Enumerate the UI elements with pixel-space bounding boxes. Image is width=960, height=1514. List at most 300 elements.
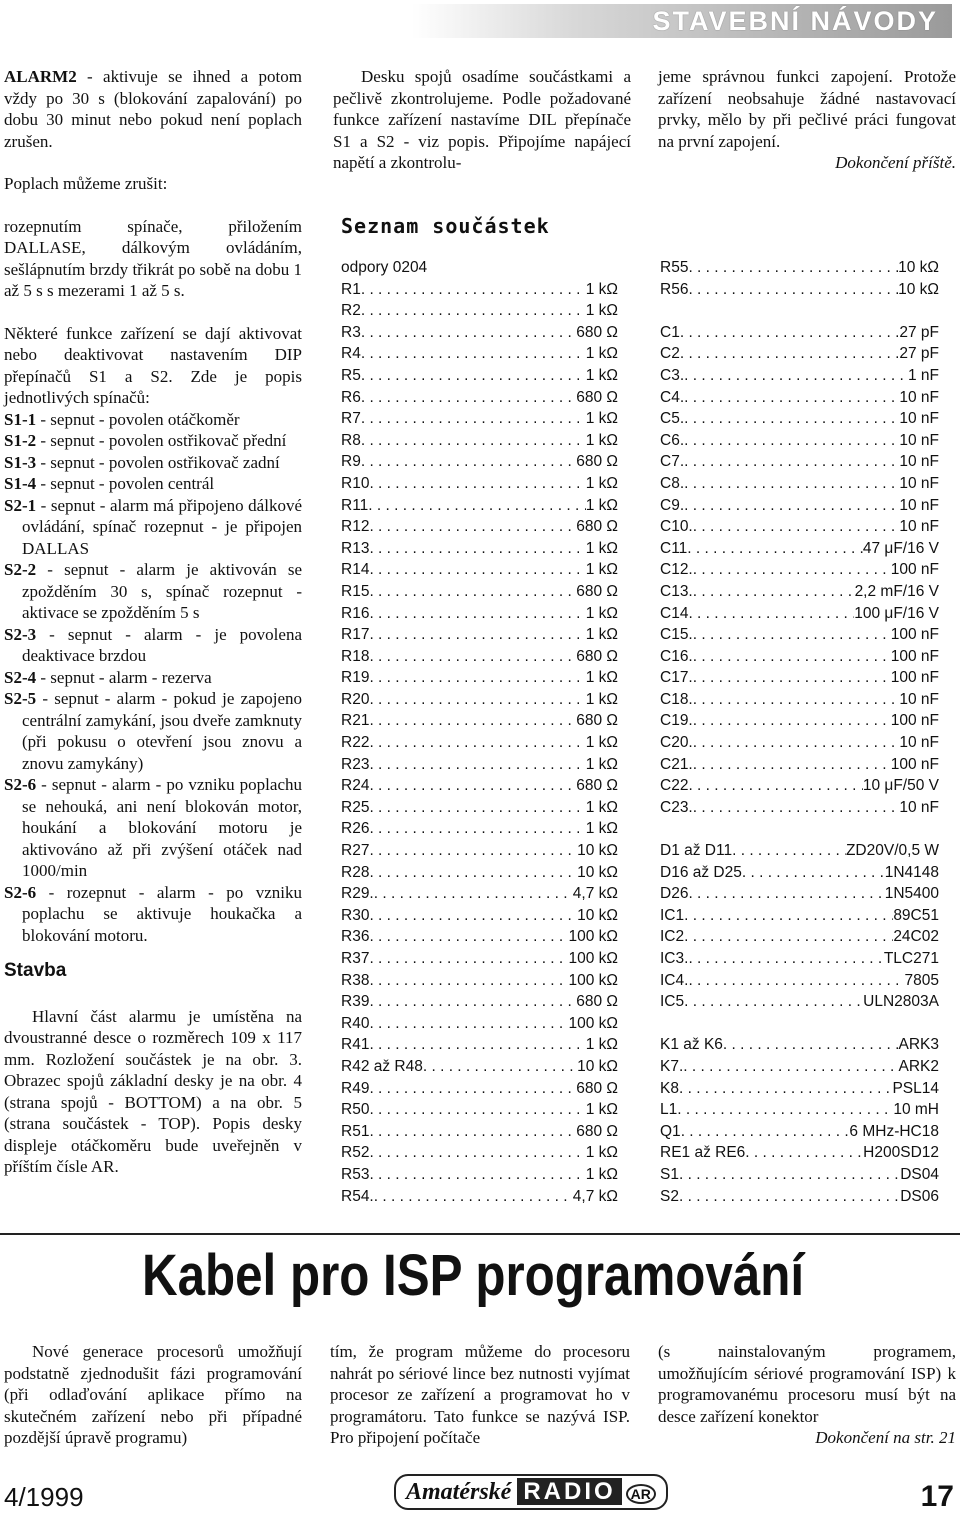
part-value: 24C02 (893, 928, 939, 946)
leader-dots (369, 732, 585, 754)
part-designator: C21. (660, 755, 693, 773)
part-value: 100 kΩ (568, 1014, 618, 1032)
part-value: 27 pF (899, 345, 939, 363)
part-designator: R37 (341, 950, 370, 967)
part-row (341, 430, 618, 452)
part-value: 680 Ω (576, 582, 618, 600)
part-row (660, 840, 939, 862)
part-row (660, 732, 939, 754)
part-designator: R54. (341, 1187, 374, 1205)
switch-item (4, 559, 302, 624)
part-designator: C5. (660, 410, 685, 428)
leader-dots (361, 430, 586, 452)
part-value: 2,2 mF/16 V (854, 582, 939, 600)
part-value: 1 kΩ (585, 345, 618, 363)
part-value: 7805 (904, 971, 939, 989)
switch-id: S1-3 (4, 452, 37, 472)
part-value: 1 kΩ (585, 280, 618, 298)
part-row (660, 1121, 939, 1143)
part-row (660, 646, 939, 668)
parts-left (341, 257, 618, 1207)
switch-description: - sepnut - alarm je aktivován se zpožděním 30 s, spínač rozepnut - aktivace se zpožděním 5 s (22, 560, 302, 622)
leader-dots (369, 516, 576, 538)
part-value: 10 nF (899, 798, 939, 816)
part-row (341, 948, 618, 970)
part-row (341, 1013, 618, 1035)
part-value: ZD20V/0,5 W (845, 842, 939, 860)
part-value: 1 kΩ (585, 734, 618, 752)
part-row (660, 559, 939, 581)
part-row (341, 451, 618, 473)
part-designator: C7. (660, 453, 685, 471)
leader-dots (688, 257, 898, 279)
leader-dots (684, 430, 899, 452)
switch-description: - sepnut - alarm - pokud je zapojeno centrální zamykání, jsou dveře zamknuty (při pokusu o otevření jsou znovu a znovu zamykány) (22, 689, 302, 773)
part-designator: R50 (341, 1101, 370, 1119)
part-designator: C4. (660, 388, 685, 406)
part-designator: D26 (660, 885, 689, 903)
part-designator: C3. (660, 366, 685, 384)
part-row (341, 1078, 618, 1100)
leader-dots (688, 775, 862, 797)
part-value: 680 Ω (576, 712, 618, 730)
section-banner (412, 4, 952, 38)
part-row (660, 710, 939, 732)
part-value: 100 nF (890, 626, 939, 644)
group-spacer (660, 300, 939, 322)
leader-dots (684, 905, 893, 927)
part-value: 1 kΩ (585, 1144, 618, 1162)
switch-item (4, 430, 302, 452)
part-designator: K7. (660, 1057, 684, 1075)
switch-item (4, 409, 302, 431)
leader-dots (369, 603, 585, 625)
switch-item (4, 882, 302, 947)
part-designator: IC3. (660, 950, 689, 967)
part-row (341, 1121, 618, 1143)
part-value: 680 Ω (576, 647, 618, 665)
part-row (660, 516, 939, 538)
part-row (341, 300, 618, 322)
leader-dots (693, 516, 900, 538)
leader-dots (693, 797, 900, 819)
part-value: 100 nF (890, 712, 939, 730)
logo-ar-badge: AR (626, 1484, 656, 1504)
part-designator: R40 (341, 1014, 370, 1032)
part-row (660, 1034, 939, 1056)
part-designator: K1 až K6 (660, 1036, 723, 1054)
part-designator: C13. (660, 582, 693, 600)
part-designator: C11 (660, 539, 688, 557)
part-row (341, 624, 618, 646)
part-designator: R26 (341, 820, 370, 838)
part-value: 6 MHz-HC18 (849, 1122, 939, 1140)
leader-dots (693, 646, 891, 668)
part-designator: R17 (341, 626, 370, 644)
part-value: 1 nF (907, 366, 939, 384)
part-value: 1 kΩ (585, 496, 618, 514)
column-2-intro (333, 66, 631, 174)
part-designator: R5 (341, 366, 361, 384)
part-value: 1 kΩ (585, 302, 618, 320)
part-designator: IC4. (660, 971, 689, 989)
leader-dots (369, 1078, 576, 1100)
part-row (660, 322, 939, 344)
leader-dots (368, 495, 585, 517)
part-designator: C6. (660, 431, 685, 449)
part-designator: C23. (660, 798, 693, 816)
leader-dots (688, 883, 884, 905)
part-row (341, 538, 618, 560)
stavba-text: Hlavní část alarmu je umístěna na dvoustranné desce o rozměrech 109 x 117 mm. Rozložení součástek je na obr. 3. Obrazec spojů základní desky je na obr. 4 (strana spojů - BOTTOM) a na obr. 5 (strana součástek - TOP). Popis desky displeje otáčkoměru bude uveřejněn v příštím čísle AR. (4, 1006, 302, 1176)
leader-dots (361, 387, 576, 409)
part-designator: R30 (341, 906, 370, 924)
part-value: DS06 (900, 1187, 939, 1205)
part-value: 10 kΩ (898, 259, 939, 276)
part-designator: R6 (341, 388, 361, 406)
switch-item (4, 624, 302, 667)
part-value: TLC271 (883, 950, 939, 967)
part-row (341, 1099, 618, 1121)
column-1 (4, 66, 302, 1178)
leader-dots (679, 1164, 900, 1186)
part-value: 4,7 kΩ (572, 885, 618, 903)
part-designator: R53 (341, 1165, 370, 1183)
part-row (341, 581, 618, 603)
part-row (341, 926, 618, 948)
leader-dots (361, 365, 586, 387)
stavba-heading: Stavba (4, 960, 67, 981)
leader-dots (361, 322, 576, 344)
part-value: 1 kΩ (585, 410, 618, 428)
part-value: 100 nF (890, 647, 939, 665)
part-row (660, 473, 939, 495)
switch-item (4, 667, 302, 689)
part-designator: C16. (660, 647, 693, 665)
part-value: 10 nF (899, 388, 939, 406)
page-number: 17 (920, 1480, 954, 1513)
leader-dots (688, 948, 883, 970)
part-value: 10 nF (899, 496, 939, 514)
part-designator: R51 (341, 1122, 370, 1140)
col3-intro-text: jeme správnou funkci zapojení. Protože zařízení neobsahuje žádné nastavovací prvky, mělo by při pečlivé práci fungovat na první zapojení. (658, 67, 956, 151)
part-designator: RE1 až RE6 (660, 1144, 746, 1162)
part-designator: C2 (660, 345, 680, 363)
leader-dots (369, 840, 577, 862)
switch-description: - rozepnut - alarm - po vzniku poplachu se aktivuje houkačka a blokování motoru. (22, 882, 302, 945)
logo-word: RADIO (517, 1478, 621, 1505)
part-designator: R22 (341, 734, 370, 752)
part-designator: D16 až D25 (660, 863, 742, 881)
part-row (660, 279, 939, 301)
issue-number: 4/1999 (4, 1482, 84, 1512)
part-designator: R14 (341, 561, 370, 579)
leader-dots (693, 667, 891, 689)
alarm2-text: - aktivuje se ihned a potom vždy po 30 s (blokování zapalování) po dobu 30 minut nebo pokud není poplach zrušen. (4, 67, 302, 151)
switch-id: S1-2 (4, 431, 37, 450)
dip-intro: Některé funkce zařízení se dají aktivovat nebo deaktivovat nastavením DIP přepínačů S1 a S2. Zde je popis jednotlivých spínačů: (4, 323, 302, 407)
leader-dots (369, 624, 585, 646)
leader-dots (681, 1121, 850, 1143)
part-row (341, 905, 618, 927)
leader-dots (361, 343, 586, 365)
part-designator: C10. (660, 518, 693, 536)
part-designator: R1 (341, 280, 361, 298)
switch-description: - sepnut - povolen ostřikovač přední (36, 431, 287, 450)
part-value: 680 Ω (576, 1079, 618, 1097)
part-row (660, 451, 939, 473)
leader-dots (684, 991, 863, 1013)
part-value: 1 kΩ (585, 366, 618, 384)
leader-dots (732, 840, 846, 862)
part-row (341, 991, 618, 1013)
part-row (660, 1186, 939, 1208)
leader-dots (684, 495, 899, 517)
leader-dots (369, 689, 585, 711)
part-designator: R11 (341, 496, 369, 514)
part-value: 680 Ω (576, 518, 618, 536)
article-title: Kabel pro ISP programování (142, 1243, 805, 1308)
part-row (341, 279, 618, 301)
part-designator: C19. (660, 712, 693, 730)
part-designator: R12 (341, 518, 370, 536)
switch-item (4, 688, 302, 774)
part-row (341, 387, 618, 409)
part-value: 10 nF (899, 734, 939, 752)
leader-dots (369, 1164, 585, 1186)
divider (0, 1233, 960, 1235)
part-designator: R16 (341, 604, 370, 622)
part-row (341, 818, 618, 840)
leader-dots (693, 710, 891, 732)
part-designator: R42 až R48 (341, 1057, 423, 1075)
article2-col1-text: Nové generace procesorů umožňují podstatně zjednodušit fázi programování (při odlaďování aplikace přímo na skutečném zařízení nebo při případné pozdější úpravě programu) (4, 1342, 302, 1447)
part-row (341, 646, 618, 668)
part-designator: R19 (341, 669, 370, 687)
leader-dots (369, 710, 576, 732)
part-row (341, 603, 618, 625)
part-row (660, 970, 939, 992)
part-designator: IC1 (660, 906, 685, 924)
part-designator: R39 (341, 993, 370, 1011)
part-value: PSL14 (892, 1079, 939, 1097)
part-value: 1 kΩ (585, 1165, 618, 1183)
part-value: 1 kΩ (585, 474, 618, 492)
part-designator: R4 (341, 345, 361, 363)
leader-dots (369, 1034, 585, 1056)
part-designator: R24 (341, 777, 370, 795)
part-value: 10 nF (899, 431, 939, 449)
part-value: 680 Ω (576, 1122, 618, 1140)
switch-id: S2-6 (4, 882, 37, 902)
article2-continued: Dokončení na str. 21 (815, 1428, 956, 1447)
part-value: ULN2803A (863, 993, 939, 1011)
part-designator: R41 (341, 1036, 370, 1054)
part-designator: R27 (341, 842, 370, 860)
leader-dots (684, 451, 899, 473)
part-row (660, 624, 939, 646)
cancel-heading: Poplach můžeme zrušit: (4, 174, 168, 193)
part-value: 10 μF/50 V (862, 777, 939, 795)
part-value: 10 nF (899, 474, 939, 492)
part-designator: R21 (341, 712, 370, 730)
part-row (660, 905, 939, 927)
leader-dots (723, 1034, 899, 1056)
switch-description: - sepnut - povolen ostřikovač zadní (36, 452, 280, 472)
part-value: 1 kΩ (585, 820, 618, 838)
leader-dots (688, 970, 904, 992)
article2-col3-text: (s nainstalovaným programem, umožňujícím sériové programování ISP) k programovanému procesoru musí být na desce zařízení konektor (658, 1342, 956, 1426)
part-row (660, 926, 939, 948)
leader-dots (369, 1099, 585, 1121)
part-designator: IC2 (660, 928, 685, 946)
part-value: ARK2 (898, 1057, 939, 1075)
part-value: 1 kΩ (585, 755, 618, 773)
part-value: 100 nF (890, 755, 939, 773)
part-value: 10 nF (899, 453, 939, 471)
leader-dots (369, 991, 576, 1013)
leader-dots (369, 948, 568, 970)
part-designator: R36 (341, 928, 370, 946)
switch-item (4, 774, 302, 882)
leader-dots (369, 797, 585, 819)
part-value: 89C51 (893, 906, 939, 924)
part-row (660, 689, 939, 711)
part-row (660, 343, 939, 365)
part-row (660, 430, 939, 452)
part-designator: D1 až D11 (660, 842, 733, 860)
part-designator: R10 (341, 474, 370, 492)
part-row (341, 797, 618, 819)
alarm2-paragraph (4, 66, 302, 152)
part-row (341, 559, 618, 581)
part-designator: R38 (341, 971, 370, 989)
part-value: 10 kΩ (577, 842, 618, 860)
part-value: 1 kΩ (585, 1036, 618, 1054)
part-designator: C8. (660, 474, 685, 492)
part-designator: C18. (660, 690, 693, 708)
article2-column-3 (658, 1341, 956, 1449)
part-row (341, 1056, 618, 1078)
part-value: 47 μF/16 V (862, 539, 939, 557)
part-row (341, 667, 618, 689)
part-value: 1 kΩ (585, 690, 618, 708)
switch-id: S1-4 (4, 474, 37, 493)
part-value: 10 nF (899, 518, 939, 536)
leader-dots (680, 343, 900, 365)
part-row (660, 797, 939, 819)
part-row (660, 775, 939, 797)
part-value: 1 kΩ (585, 431, 618, 449)
part-value: DS04 (900, 1165, 939, 1183)
leader-dots (369, 538, 585, 560)
part-value: 680 Ω (576, 323, 618, 341)
part-value: 1 kΩ (585, 798, 618, 816)
part-row (341, 408, 618, 430)
part-value: 100 nF (890, 669, 939, 687)
part-designator: Q1 (660, 1122, 681, 1140)
leader-dots (374, 1186, 573, 1208)
part-designator: R29. (341, 885, 374, 903)
leader-dots (684, 926, 893, 948)
part-row (341, 710, 618, 732)
part-value: 1 kΩ (585, 561, 618, 579)
switch-description: - sepnut - povolen otáčkoměr (36, 409, 240, 429)
part-designator: R28 (341, 863, 370, 881)
part-row (660, 365, 939, 387)
part-row (341, 516, 618, 538)
part-row (660, 754, 939, 776)
part-designator: R3 (341, 323, 361, 341)
part-row (341, 1164, 618, 1186)
switch-item (4, 452, 302, 474)
parts-title: Seznam součástek (341, 214, 550, 238)
part-row (660, 1142, 939, 1164)
part-row (341, 322, 618, 344)
leader-dots (369, 646, 576, 668)
section-title: STAVEBNÍ NÁVODY (652, 6, 938, 36)
part-value: 1 kΩ (585, 539, 618, 557)
part-designator: C20. (660, 734, 693, 752)
part-value: 10 kΩ (898, 280, 939, 298)
part-designator: IC5 (660, 993, 685, 1011)
switch-list (4, 409, 302, 947)
leader-dots (684, 473, 899, 495)
part-value: H200SD12 (863, 1144, 939, 1162)
part-row (660, 1056, 939, 1078)
part-row (341, 1186, 618, 1208)
switch-id: S2-6 (4, 775, 37, 794)
part-value: 1 kΩ (585, 626, 618, 644)
part-row (341, 883, 618, 905)
leader-dots (693, 732, 900, 754)
leader-dots (369, 473, 585, 495)
part-row (660, 495, 939, 517)
part-row (660, 257, 939, 279)
leader-dots (684, 365, 908, 387)
switch-id: S2-5 (4, 689, 37, 708)
part-value: ARK3 (898, 1036, 939, 1054)
leader-dots (361, 300, 586, 322)
article2-column-1 (4, 1341, 302, 1449)
part-row (660, 883, 939, 905)
part-designator: C14 (660, 604, 689, 622)
part-row (660, 1078, 939, 1100)
leader-dots (369, 1013, 568, 1035)
leader-dots (680, 322, 900, 344)
part-value: 1 kΩ (585, 604, 618, 622)
part-designator: R55 (660, 259, 689, 276)
part-row (341, 495, 618, 517)
part-value: 4,7 kΩ (572, 1187, 618, 1205)
part-row (660, 991, 939, 1013)
switch-item (4, 473, 302, 495)
part-designator: K8 (660, 1079, 679, 1097)
part-row (341, 775, 618, 797)
leader-dots (369, 775, 576, 797)
part-row (660, 667, 939, 689)
col2-intro-text: Desku spojů osadíme součástkami a pečlivě zkontrolujeme. Podle požadované funkce zařízení nastavíme DIL přepínače S1 a S2 - viz popis. Připojíme napájecí napětí a zkontrolu- (333, 67, 631, 172)
switch-id: S2-3 (4, 624, 37, 644)
leader-dots (369, 862, 577, 884)
part-designator: C9. (660, 496, 685, 514)
part-designator: R7 (341, 410, 361, 428)
part-value: 10 nF (899, 410, 939, 428)
part-value: 680 Ω (576, 388, 618, 406)
switch-id: S2-1 (4, 495, 37, 515)
leader-dots (679, 1078, 892, 1100)
part-designator: R15 (341, 582, 370, 600)
